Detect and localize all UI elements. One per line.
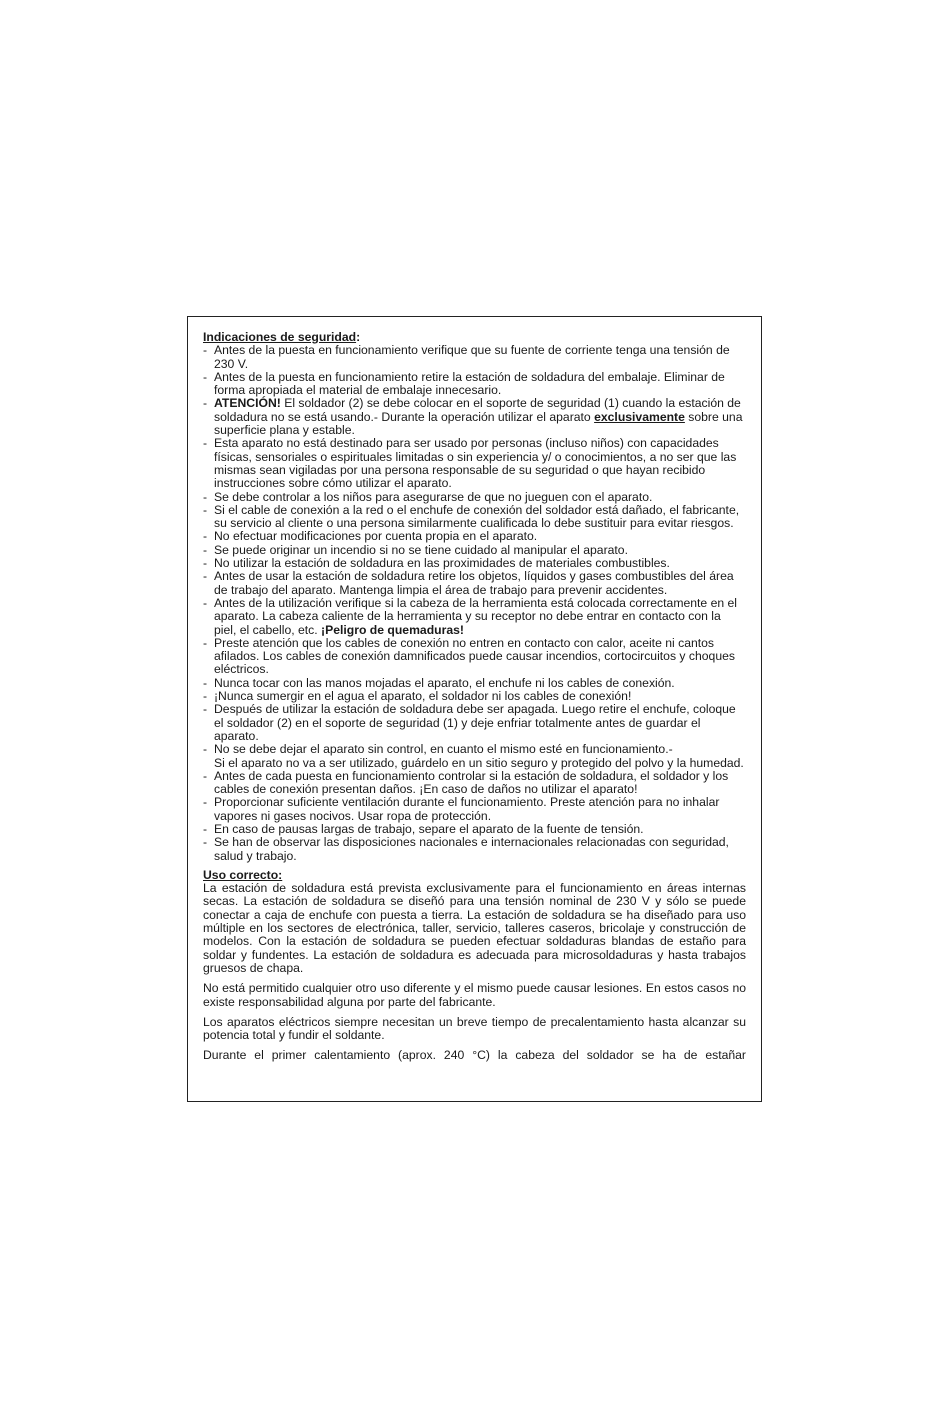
usage-paragraph: Durante el primer calentamiento (aprox. 240 °C) la cabeza del soldador se ha de estañar xyxy=(203,1048,746,1063)
safety-item xyxy=(203,836,746,863)
safety-item-text: Antes de la puesta en funcionamiento verifique que su fuente de corriente tenga una tensión de 230 V. xyxy=(214,343,730,371)
safety-item-text: Se debe controlar a los niños para asegurarse de que no jueguen con el aparato. xyxy=(214,489,653,504)
safety-item xyxy=(203,690,746,703)
burn-warning: ¡Peligro de quemaduras! xyxy=(321,622,464,637)
safety-item-text: Si el cable de conexión a la red o el enchufe de conexión del soldador está dañado, el fabricante, su servicio al cliente o una persona similarmente cualificada lo debe sustituir para evitar riesgos. xyxy=(214,502,740,531)
safety-item xyxy=(203,703,746,743)
usage-paragraph: La estación de soldadura está prevista exclusivamente para el funcionamiento en áreas internas secas. La estación de soldadura se diseñó para una tensión nominal de 230 V y sólo se puede conectar a caja de enchufe con puesta a tierra. La estación de soldadura se ha diseñado para uso múltiple en los sectores de electrónica, taller, servicio, talleres caseros, bricolaje y construcción de modelos. Con la estación de soldadura se pueden efectuar soldaduras blandas de estaño para soldar y fundentes. La estación de soldadura es adecuada para microsoldaduras y hasta trabajos gruesos de chapa. xyxy=(203,881,746,975)
safety-item-text: Nunca tocar con las manos mojadas el aparato, el enchufe ni los cables de conexión. xyxy=(214,675,675,690)
safety-item xyxy=(203,557,746,570)
safety-item-text: Después de utilizar la estación de soldadura debe ser apagada. Luego retire el enchufe, coloque el soldador (2) en el soporte de seguridad (1) y deje enfriar totalmente antes de guardar el aparato. xyxy=(214,702,736,743)
safety-item-text: No efectuar modificaciones por cuenta propia en el aparato. xyxy=(214,529,538,544)
safety-item-text: Antes de la puesta en funcionamiento retire la estación de soldadura del embalaje. Eliminar de forma apropiada el material de embalaje innecesario. xyxy=(214,369,725,398)
safety-item xyxy=(203,544,746,557)
safety-item-text: - No se debe dejar el aparato sin control, en cuanto el mismo esté en funcionamiento.- xyxy=(214,742,673,757)
usage-paragraph: Los aparatos eléctricos siempre necesitan un breve tiempo de precalentamiento hasta alcanzar su potencia total y fundir el soldante. xyxy=(203,1014,746,1043)
safety-item xyxy=(203,637,746,677)
safety-item-text: Proporcionar suficiente ventilación durante el funcionamiento. Preste atención para no inhalar vapores ni gases nocivos. Usar ropa de protección. xyxy=(214,795,720,823)
safety-item xyxy=(203,344,746,371)
safety-item-text: Antes de cada puesta en funcionamiento controlar si la estación de soldadura, el soldador y los cables de conexión presentan daños. ¡En caso de daños no utilizar el aparato! xyxy=(214,768,729,797)
safety-item xyxy=(203,437,746,490)
safety-item-text: Si el aparato no va a ser utilizado, guárdelo en un sitio seguro y protegido del polvo y la humedad. xyxy=(214,755,744,770)
safety-item xyxy=(203,597,746,637)
usage-paragraph: No está permitido cualquier otro uso diferente y el mismo puede causar lesiones. En estos casos no existe responsabilidad alguna por parte del fabricante. xyxy=(203,981,746,1009)
safety-heading xyxy=(203,331,746,344)
usage-heading: Uso correcto: xyxy=(203,867,283,882)
safety-item xyxy=(203,796,746,823)
safety-item xyxy=(203,677,746,690)
exclusively-emphasis: exclusivamente xyxy=(594,409,685,424)
safety-item xyxy=(203,570,746,597)
safety-item xyxy=(203,823,746,836)
safety-item-text: sobre una superficie plana y estable. xyxy=(214,409,743,438)
document-frame xyxy=(187,316,762,1102)
safety-item xyxy=(203,491,746,504)
safety-item-text: ¡Nunca sumergir en el agua el aparato, el soldador ni los cables de conexión! xyxy=(214,689,632,704)
safety-heading-text: Indicaciones de seguridad xyxy=(203,330,357,344)
safety-item xyxy=(203,743,746,770)
safety-item-text: Se puede originar un incendio si no se tiene cuidado al manipular el aparato. xyxy=(214,542,628,557)
safety-item xyxy=(203,530,746,543)
safety-item xyxy=(203,504,746,531)
attention-label: ATENCIÓN! xyxy=(214,396,281,411)
safety-item-text: Se han de observar las disposiciones nacionales e internacionales relacionadas con seguridad, salud y trabajo. xyxy=(214,835,729,863)
safety-list xyxy=(203,344,746,863)
safety-item-text: Antes de la utilización verifique si la cabeza de la herramienta está colocada correctamente en el aparato. La cabeza caliente de la herramienta y su receptor no debe entrar en contacto con la piel, el cabello, etc. xyxy=(214,595,738,637)
safety-item-text: Preste atención que los cables de conexión no entren en contacto con calor, aceite ni cantos afilados. Los cables de conexión damnificados puede causar incendios, cortocircuitos y choques eléctricos. xyxy=(214,635,735,677)
safety-item-text: Antes de usar la estación de soldadura retire los objetos, líquidos y gases combustibles del área de trabajo del aparato. Mantenga limpia el área de trabajo para prevenir accidentes. xyxy=(214,569,734,597)
safety-item-text: No utilizar la estación de soldadura en las proximidades de materiales combustibles. xyxy=(214,556,670,571)
safety-item-text: En caso de pausas largas de trabajo, separe el aparato de la fuente de tensión. xyxy=(214,821,644,836)
safety-item xyxy=(203,770,746,797)
safety-item xyxy=(203,397,746,437)
safety-item-text: El soldador (2) se debe colocar en el soporte de seguridad (1) cuando la estación de soldadura no se está usando.- Durante la operación utilizar el aparato xyxy=(214,396,741,424)
safety-item-text: Esta aparato no está destinado para ser usado por personas (incluso niños) con capacidades físicas, sensoriales o espirituales limitadas o sin experiencia y/ o conocimientos, a no ser que las mismas sean vigiladas por una persona responsable de su seguridad o que hayan recibido instrucciones sobre cómo utilizar el aparato. xyxy=(214,436,737,491)
safety-item xyxy=(203,371,746,398)
safety-heading-colon: : xyxy=(356,330,361,344)
